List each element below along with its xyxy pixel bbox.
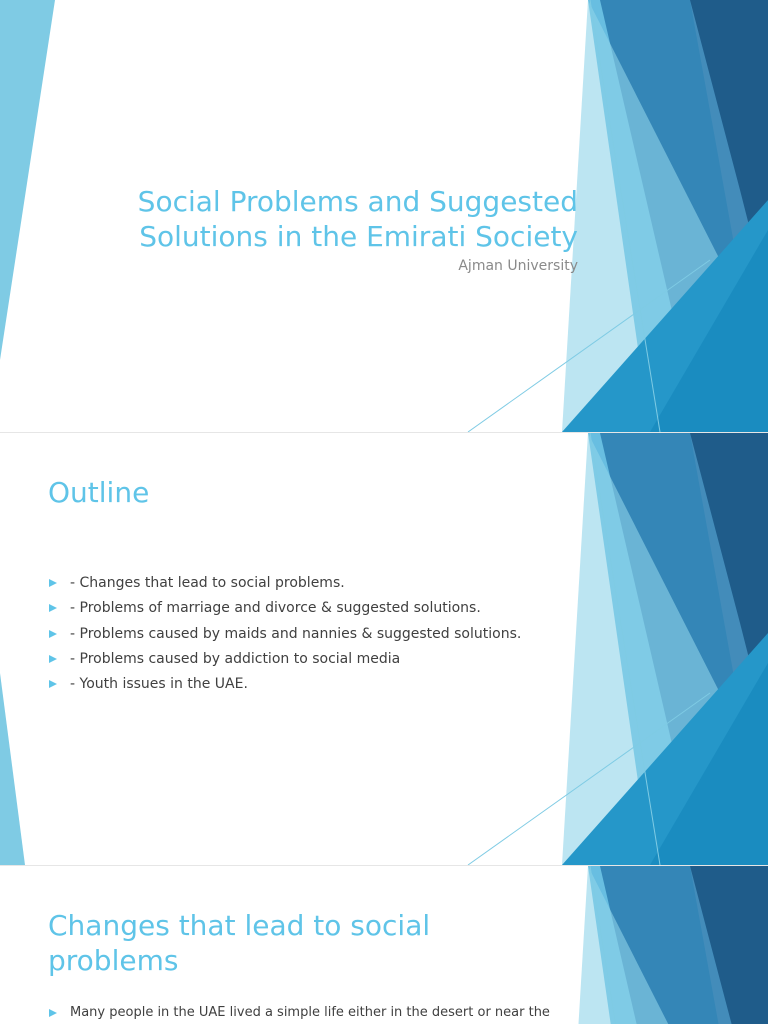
triangle-right-icon <box>49 1009 57 1017</box>
presentation-title: Social Problems and Suggested Solutions in the Emirati Society <box>137 185 578 253</box>
list-item: - Youth issues in the UAE. <box>48 672 568 697</box>
content-slide <box>0 866 768 1024</box>
triangle-right-icon <box>49 680 57 688</box>
triangle-right-icon <box>49 655 57 663</box>
presentation-subtitle: Ajman University <box>458 258 578 274</box>
triangle-right-icon <box>49 579 57 587</box>
list-item: - Changes that lead to social problems. <box>48 571 568 596</box>
list-item: - Problems caused by addiction to social media <box>48 647 568 672</box>
list-item: - Problems caused by maids and nannies & suggested solutions. <box>48 622 568 647</box>
list-item: Many people in the UAE lived a simple life either in the desert or near the <box>48 1004 568 1022</box>
bullet-list <box>48 571 568 697</box>
list-item: - Problems of marriage and divorce & suggested solutions. <box>48 596 568 621</box>
slide-heading: Changes that lead to social problems <box>48 909 431 977</box>
bullet-list <box>48 1004 568 1022</box>
title-slide <box>0 0 768 432</box>
triangle-right-icon <box>49 604 57 612</box>
slide-heading: Outline <box>48 476 150 509</box>
outline-slide <box>0 433 768 865</box>
triangle-right-icon <box>49 630 57 638</box>
